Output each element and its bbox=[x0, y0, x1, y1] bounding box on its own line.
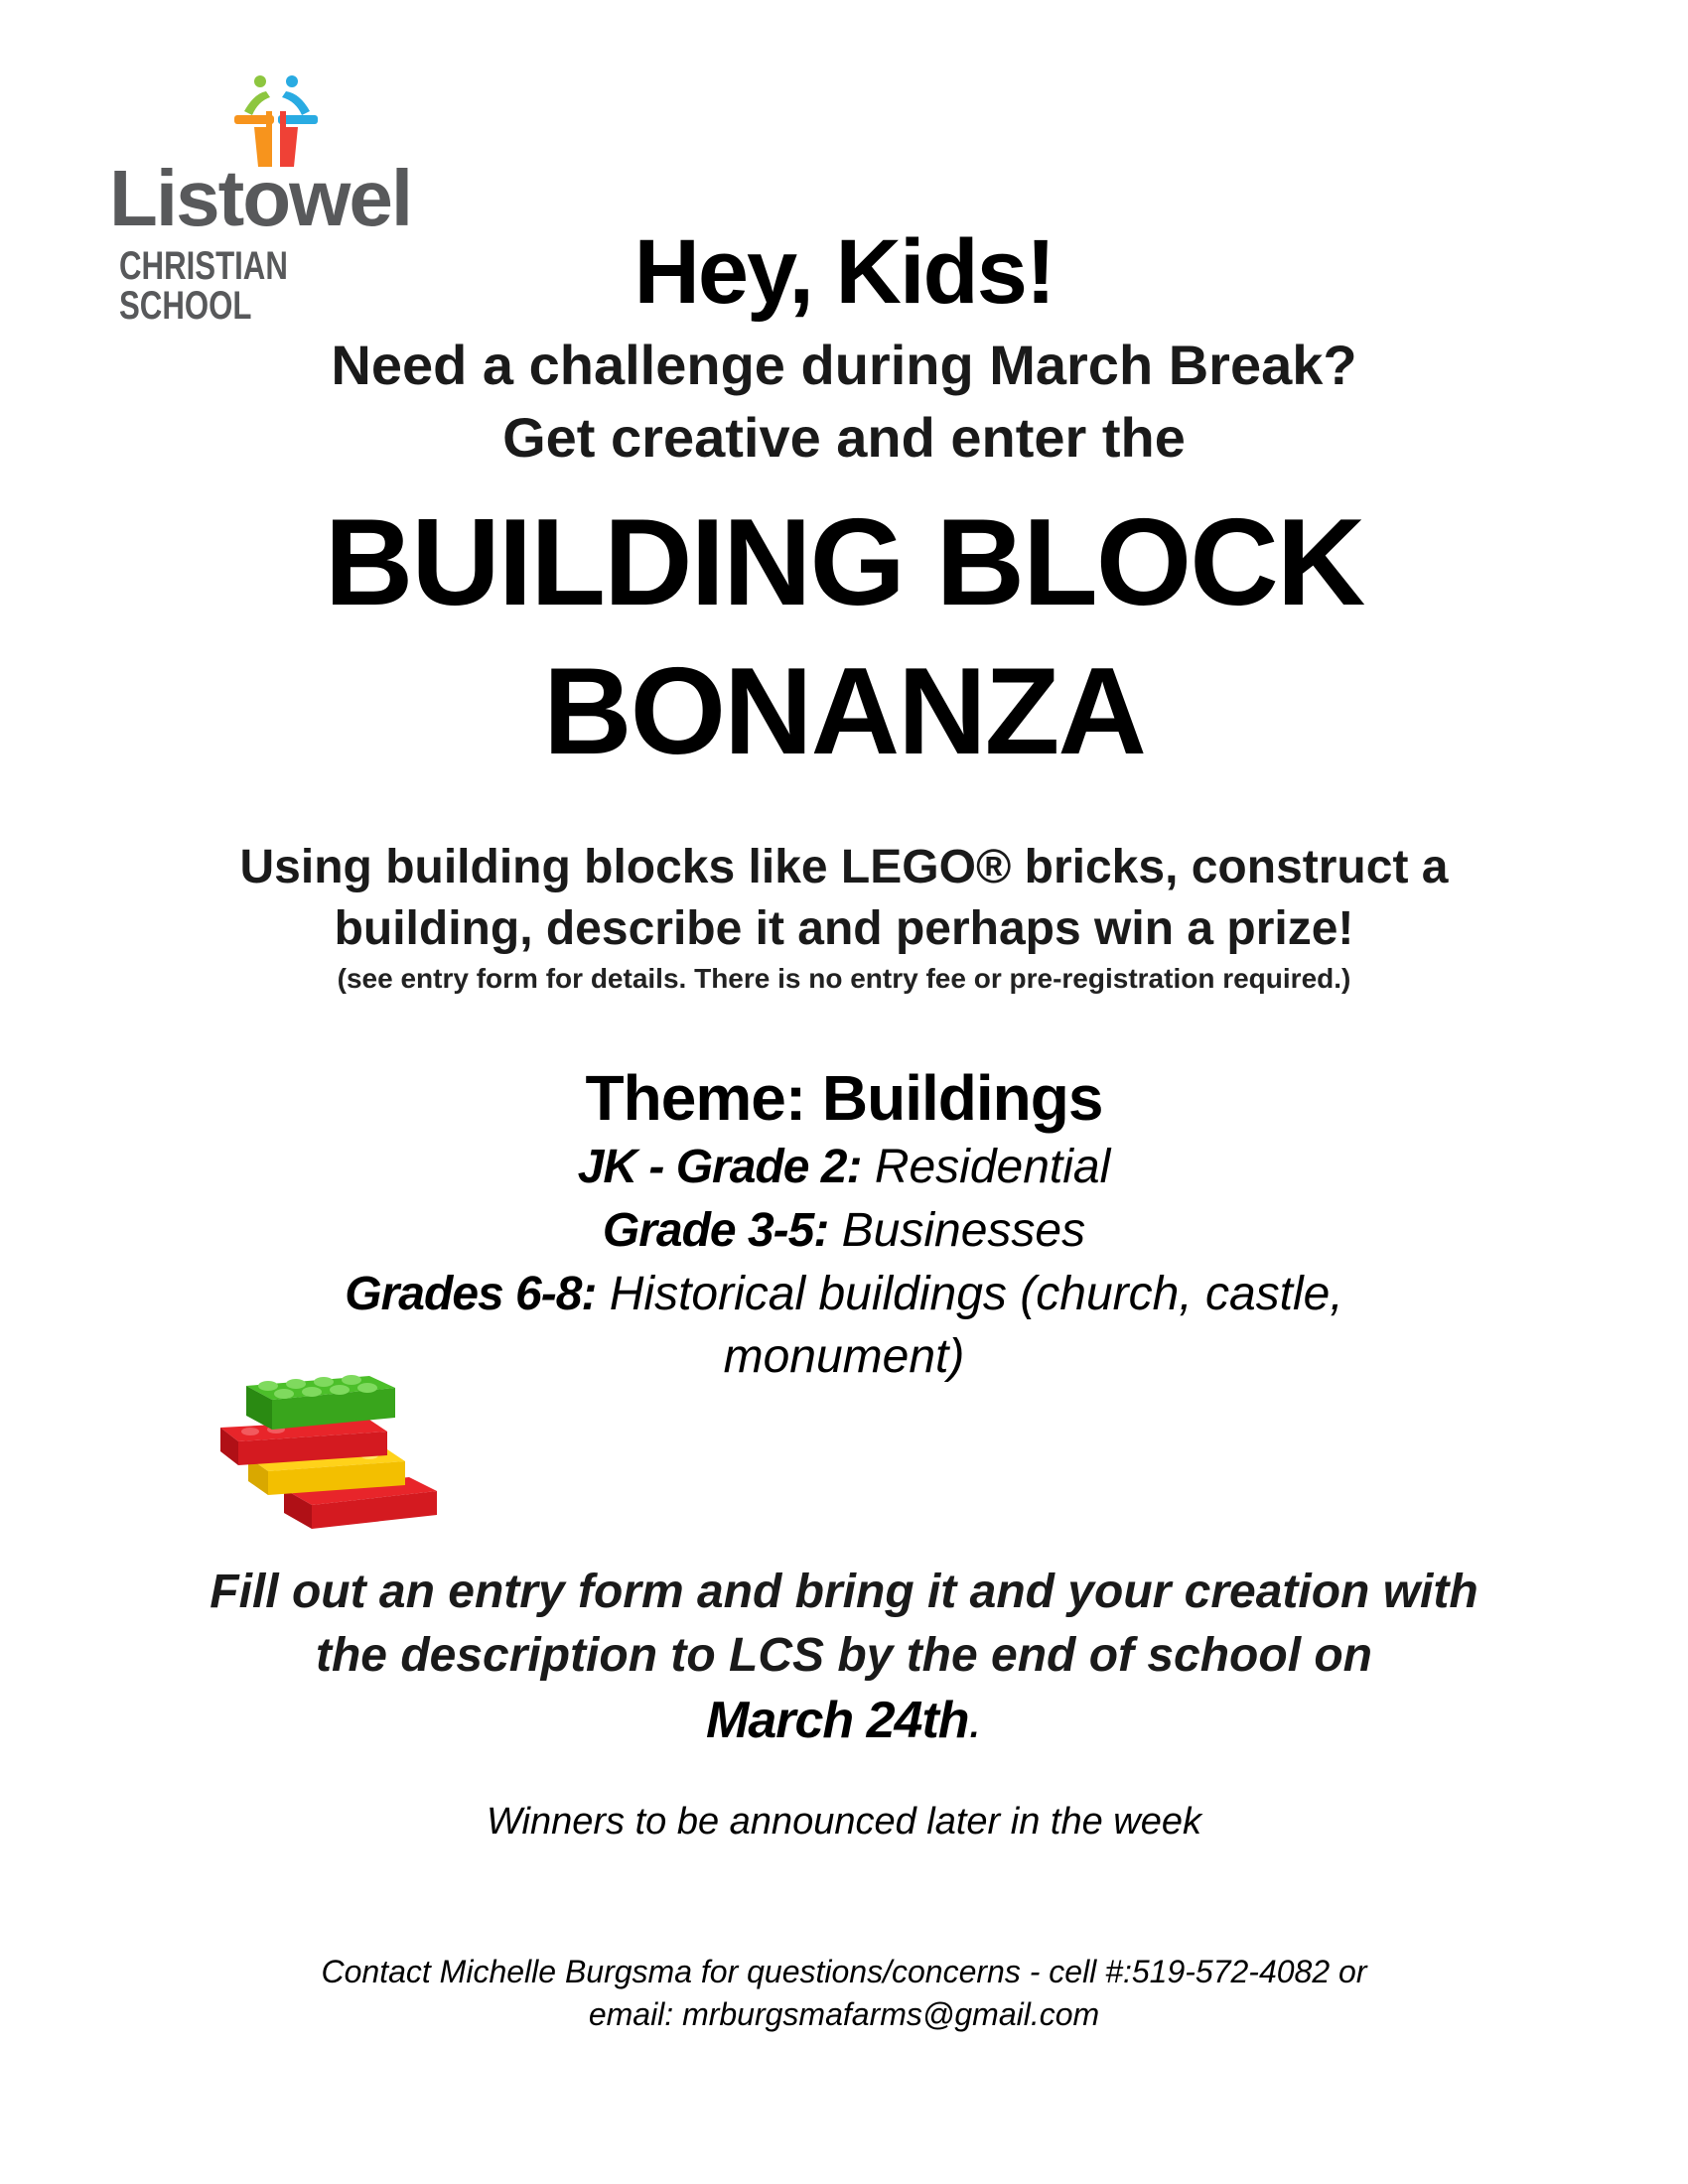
grade-theme-continued: monument) bbox=[723, 1330, 965, 1383]
entry-note: (see entry form for details. There is no entry fee or pre-registration required.) bbox=[337, 963, 1351, 994]
grade-theme: Historical buildings (church, castle, bbox=[609, 1268, 1343, 1320]
instructions-line-2: the description to LCS by the end of school on bbox=[315, 1629, 1372, 1682]
logo-school-name: Listowel bbox=[109, 154, 412, 242]
grade-item-3-5 bbox=[0, 1204, 1688, 1257]
grade-label: Grades 6-8: bbox=[345, 1268, 597, 1320]
intro-line-1: Need a challenge during March Break? bbox=[331, 334, 1357, 396]
contact-line-2: email: mrburgsmafarms@gmail.com bbox=[588, 1996, 1100, 2032]
logo-school-subtitle: CHRISTIAN SCHOOL bbox=[119, 244, 288, 328]
grade-theme: Residential bbox=[874, 1141, 1111, 1193]
event-title-line-2: BONANZA bbox=[543, 643, 1145, 780]
event-title-line-1: BUILDING BLOCK bbox=[324, 494, 1364, 631]
grade-theme: Businesses bbox=[841, 1204, 1086, 1257]
description-line-1: Using building blocks like LEGO® bricks, construct a bbox=[239, 841, 1449, 893]
description-line-2: building, describe it and perhaps win a prize! bbox=[334, 902, 1354, 955]
winners-note: Winners to be announced later in the week bbox=[487, 1801, 1201, 1843]
grade-label: JK - Grade 2: bbox=[577, 1141, 862, 1193]
instructions-line-1: Fill out an entry form and bring it and your creation with bbox=[210, 1566, 1478, 1618]
grade-item-jk-2 bbox=[0, 1141, 1688, 1193]
contact-line-1: Contact Michelle Burgsma for questions/concerns - cell #:519-572-4082 or bbox=[321, 1954, 1367, 1989]
theme-heading: Theme: Buildings bbox=[585, 1062, 1103, 1134]
deadline bbox=[0, 1692, 1688, 1749]
greeting-heading: Hey, Kids! bbox=[633, 221, 1055, 323]
intro-line-2: Get creative and enter the bbox=[502, 406, 1186, 469]
grade-label: Grade 3-5: bbox=[602, 1204, 829, 1257]
deadline-period: . bbox=[968, 1692, 982, 1749]
deadline-date: March 24th bbox=[706, 1692, 969, 1749]
grade-item-6-8 bbox=[0, 1268, 1688, 1320]
lego-bricks-stack-icon bbox=[220, 1358, 439, 1537]
